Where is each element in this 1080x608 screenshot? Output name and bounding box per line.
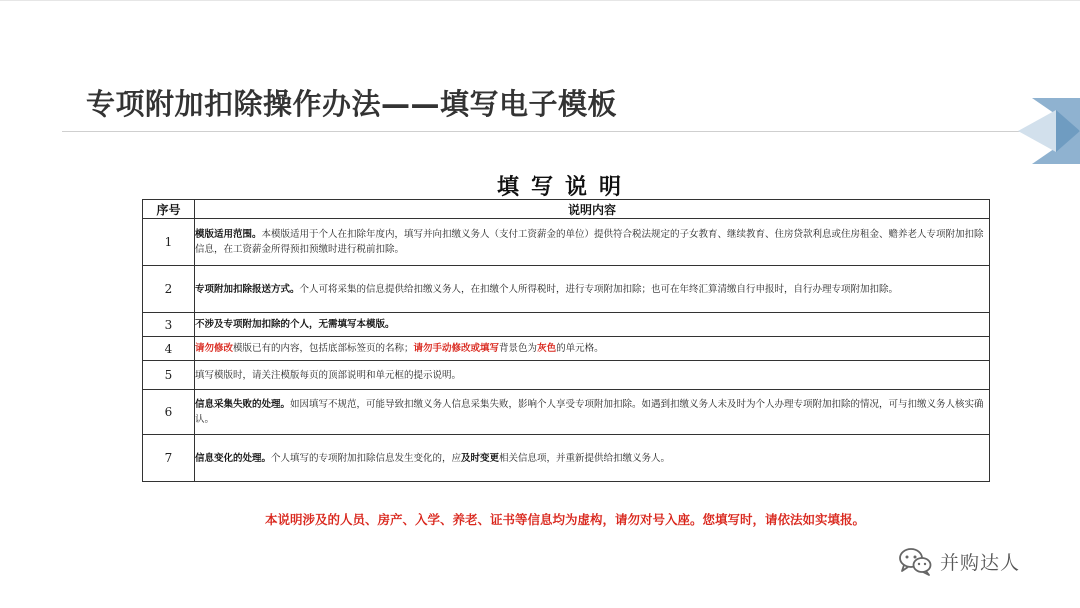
highlight-text: 请勿修改 <box>195 343 234 354</box>
row-number: 1 <box>143 219 195 266</box>
header-number: 序号 <box>143 200 195 219</box>
top-border <box>0 0 1080 1</box>
bold-text: 信息采集失败的处理。 <box>195 399 291 410</box>
table-row <box>143 219 990 266</box>
disclaimer: 本说明涉及的人员、房产、入学、养老、证书等信息均为虚构，请勿对号入座。您填写时，请依法如实填报。 <box>264 512 865 527</box>
row-description <box>195 219 990 266</box>
table-row <box>143 435 990 482</box>
table-row <box>143 390 990 435</box>
table-row <box>143 266 990 313</box>
title-underline <box>62 131 1080 132</box>
highlight-text: 灰色 <box>537 343 557 354</box>
body-text: 相关信息项，并重新提供给扣缴义务人。 <box>499 452 671 464</box>
bold-text: 模版适用范围。 <box>195 229 262 240</box>
row-description <box>195 361 990 390</box>
bold-text: 信息变化的处理。 <box>195 452 272 464</box>
table-row <box>143 337 990 361</box>
body-text: 个人填写的专项附加扣除信息发生变化的，应 <box>271 452 462 464</box>
body-text: 个人可将采集的信息提供给扣缴义务人，在扣缴个人所得税时，进行专项附加扣除；也可在年终汇算清缴自行申报时，自行办理专项附加扣除。 <box>299 283 899 295</box>
highlight-text: 请勿手动修改或填写 <box>413 343 500 354</box>
slide-title: 专项附加扣除操作办法——填写电子模板 <box>86 87 618 121</box>
bold-text: 及时变更 <box>461 452 500 464</box>
row-number: 2 <box>143 266 195 313</box>
table-row <box>143 313 990 337</box>
row-number: 6 <box>143 390 195 435</box>
wechat-icon <box>898 546 932 576</box>
chevron-triangles-icon <box>1014 98 1080 164</box>
instructions-table <box>142 199 990 482</box>
row-number: 3 <box>143 313 195 337</box>
row-number: 5 <box>143 361 195 390</box>
row-description <box>195 313 990 337</box>
table-row <box>143 361 990 390</box>
body-text: 的单元格。 <box>556 343 604 354</box>
watermark-text: 并购达人 <box>940 551 1021 574</box>
row-description <box>195 435 990 482</box>
watermark <box>898 546 1020 576</box>
body-text: 本模版适用于个人在扣除年度内，填写并向扣缴义务人（支付工资薪金的单位）提供符合税法规定的子女教育、继续教育、住房贷款利息或住房租金、赡养老人专项附加扣除信息，在工资薪金所得预扣预缴时进行税前扣除。 <box>195 229 984 255</box>
table-header-row <box>143 200 990 219</box>
body-text: 填写模版时，请关注模版每页的顶部说明和单元框的提示说明。 <box>195 369 462 381</box>
body-text: 模版已有的内容，包括底部标签页的名称； <box>233 343 414 354</box>
bold-text: 不涉及专项附加扣除的个人，无需填写本模版。 <box>195 319 395 330</box>
row-description <box>195 337 990 361</box>
header-content: 说明内容 <box>195 200 990 219</box>
table-heading: 填写说明 <box>496 174 633 200</box>
body-text: 如因填写不规范，可能导致扣缴义务人信息采集失败，影响个人享受专项附加扣除。如遇到扣缴义务人未及时为个人办理专项附加扣除的情况，可与扣缴义务人核实确认。 <box>195 399 984 425</box>
row-number: 4 <box>143 337 195 361</box>
row-description <box>195 390 990 435</box>
bold-text: 专项附加扣除报送方式。 <box>195 283 300 295</box>
row-description <box>195 266 990 313</box>
row-number: 7 <box>143 435 195 482</box>
body-text: 背景色为 <box>499 343 538 354</box>
